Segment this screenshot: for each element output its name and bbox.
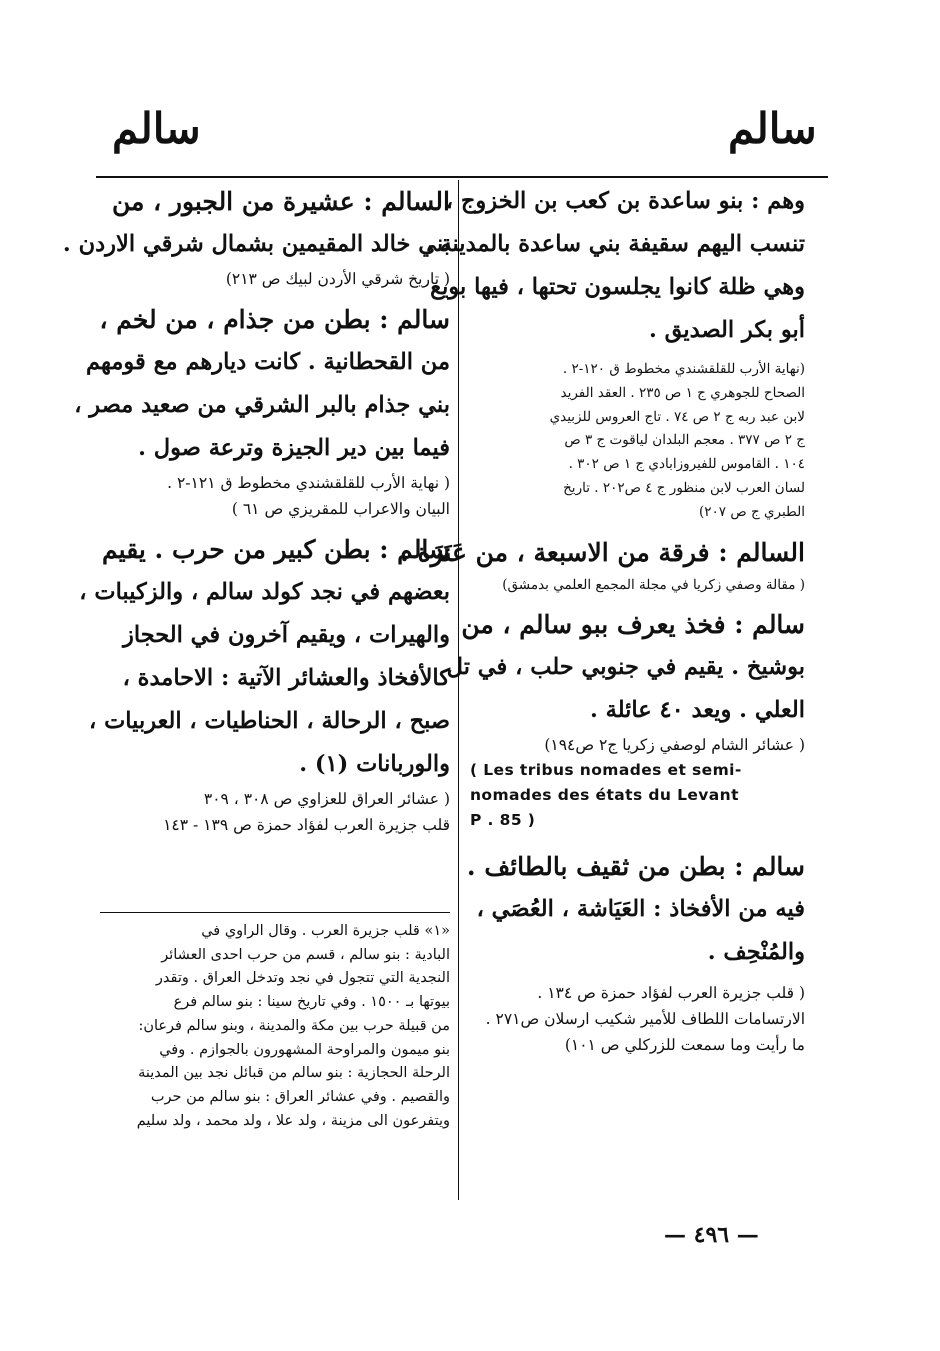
header-rule <box>96 176 828 178</box>
entry-line: السالم : فرقة من الاسبعة ، من عَنَزَة . <box>400 537 805 567</box>
reference-line: ( مقالة وصفي زكريا في مجلة المجمع العلمي بدمشق) <box>502 576 805 593</box>
footnote-line: من قبيلة حرب بين مكة والمدينة ، وبنو سالم فرعان: <box>138 1017 450 1034</box>
column-divider <box>458 180 459 1200</box>
entry-line: سالم : فخذ يعرف ببو سالم ، من <box>461 610 805 640</box>
footnote-line: النجدية التي تتجول في نجد وتدخل العراق . وتقدر <box>155 970 450 987</box>
reference-line: ج ٢ ص ٣٧٧ . معجم البلدان لياقوت ج ٣ ص <box>564 432 805 449</box>
reference-line: ما رأيت وما سمعت للزركلي ص ١٠١) <box>564 1036 805 1055</box>
entry-line: العلي . ويعد ٤٠ عائلة . <box>589 697 805 724</box>
page-number: — ٤٩٦ — <box>664 1222 759 1248</box>
latin-reference-line: P . 85 ) <box>470 811 536 830</box>
footnote-line: بنو ميمون والمراوحة المشهورون بالجوازم . وفي <box>159 1041 450 1058</box>
entry-line: والهيرات ، ويقيم آخرون في الحجاز <box>122 622 450 648</box>
reference-line: قلب جزيرة العرب لفؤاد حمزة ص ١٣٩ - ١٤٣ <box>163 816 450 834</box>
entry-line: كالأفخاذ والعشائر الآتية : الاحامدة ، <box>122 665 450 691</box>
footnote-line: الرحلة الحجازية : بنو سالم من قبائل نجد بين المدينة <box>138 1065 450 1082</box>
reference-line: لابن عبد ربه ج ٢ ص ٧٤ . تاج العروس للزبيدي <box>549 408 805 425</box>
latin-reference-line: nomades des états du Levant <box>470 786 739 805</box>
entry-line: سالم : بطن من ثقيف بالطائف . <box>466 852 805 882</box>
entry-line: صبح ، الرحالة ، الحناطيات ، العربيات ، <box>89 708 450 734</box>
footnote-line: ويتفرعون الى مزينة ، ولد علا ، ولد محمد ، ولد سليم <box>136 1112 450 1129</box>
entry-line: بعضهم في نجد كولد سالم ، والزكيبات ، <box>79 579 450 605</box>
reference-line: ( عشائر العراق للعزاوي ص ٣٠٨ ، ٣٠٩ <box>203 790 450 808</box>
entry-line: أبو بكر الصديق . <box>648 317 805 343</box>
entry-line: سالم : بطن من جذام ، من لخم ، <box>99 305 450 334</box>
reference-line: الطبري ج ص ٢٠٧) <box>699 503 805 520</box>
left-column <box>62 180 450 838</box>
reference-line: ( عشائر الشام لوصفي زكريا ج٢ ص١٩٤) <box>544 736 805 755</box>
reference-line: (نهاية الأرب للقلقشندي مخطوط ق ١٢٠-٢ . <box>562 361 805 377</box>
entry-alsalim-jubur <box>62 180 450 292</box>
entry-line: والوربانات (١) . <box>299 751 450 777</box>
reference-line: لسان العرب لابن منظور ج ٤ ص٢٠٢ . تاريخ <box>563 479 805 496</box>
reference-line: البيان والاعراب للمقريزي ص ٦١ ) <box>231 500 450 518</box>
entry-line: بوشيخ . يقيم في جنوبي حلب ، في تل <box>446 654 805 681</box>
running-header-right: سالم <box>728 104 817 153</box>
footnote-line: البادية : بنو سالم ، قسم من حرب احدى العشائر <box>161 946 450 963</box>
footnote <box>98 920 450 1133</box>
footnote-line: والقصيم . وفي عشائر العراق : بنو سالم من حرب <box>150 1088 450 1105</box>
reference-line: الصحاح للجوهري ج ١ ص ٢٣٥ . العقد الفريد <box>560 384 805 401</box>
latin-reference-line: ( Les tribus nomades et semi- <box>470 761 742 780</box>
entry-salim-harb <box>79 528 450 838</box>
entry-salim-thaqif <box>466 845 805 1058</box>
entry-line: تنسب اليهم سقيفة بني ساعدة بالمدينة ، <box>425 231 805 257</box>
entry-line: فيه من الأفخاذ : العَيَاشة ، العُصَي ، <box>476 896 805 923</box>
entry-line: والمُنْحِف . <box>707 939 805 966</box>
entry-line: السالم : عشيرة من الجبور ، من <box>112 187 450 216</box>
footnote-line: «١» قلب جزيرة العرب . وقال الراوي في <box>201 923 450 939</box>
entry-line: بني جذام بالبر الشرقي من صعيد مصر ، <box>74 392 450 418</box>
footnote-rule <box>100 912 450 913</box>
entry-banu-saida <box>425 180 805 525</box>
reference-line: ( قلب جزيرة العرب لفؤاد حمزة ص ١٣٤ . <box>537 984 805 1003</box>
entry-line: وهي ظلة كانوا يجلسون تحتها ، فيها بويع <box>430 274 805 300</box>
entry-line: سالم : بطن كبير من حرب . يقيم <box>102 535 450 564</box>
reference-line: ( نهاية الأرب للقلقشندي مخطوط ق ١٢١-٢ . <box>167 474 450 492</box>
footnote-line: بيوتها بـ ١٥٠٠ . وفي تاريخ سينا : بنو سالم فرع <box>173 994 450 1011</box>
reference-line: ( تاريخ شرقي الأردن لبيك ص ٢١٣) <box>225 270 450 288</box>
entry-alsalim-asbaa <box>400 531 805 598</box>
entry-line: فيما بين دير الجيزة وترعة صول . <box>138 435 450 461</box>
running-header-left: سالم <box>112 104 201 153</box>
entry-salim-bushikh <box>446 603 805 833</box>
reference-line: الارتسامات اللطاف للأمير شكيب ارسلان ص٢٧١ . <box>485 1010 805 1029</box>
entry-line: وهم : بنو ساعدة بن كعب بن الخزوج ، <box>445 188 805 214</box>
entry-line: من القحطانية . كانت ديارهم مع قومهم <box>85 349 450 375</box>
entry-salim-judham <box>74 298 450 522</box>
reference-line: ١٠٤ . القاموس للفيروزابادي ج ١ ص ٣٠٢ . <box>568 456 805 473</box>
entry-line: بني خالد المقيمين بشمال شرقي الاردن . <box>62 231 450 257</box>
right-column <box>400 180 805 1058</box>
